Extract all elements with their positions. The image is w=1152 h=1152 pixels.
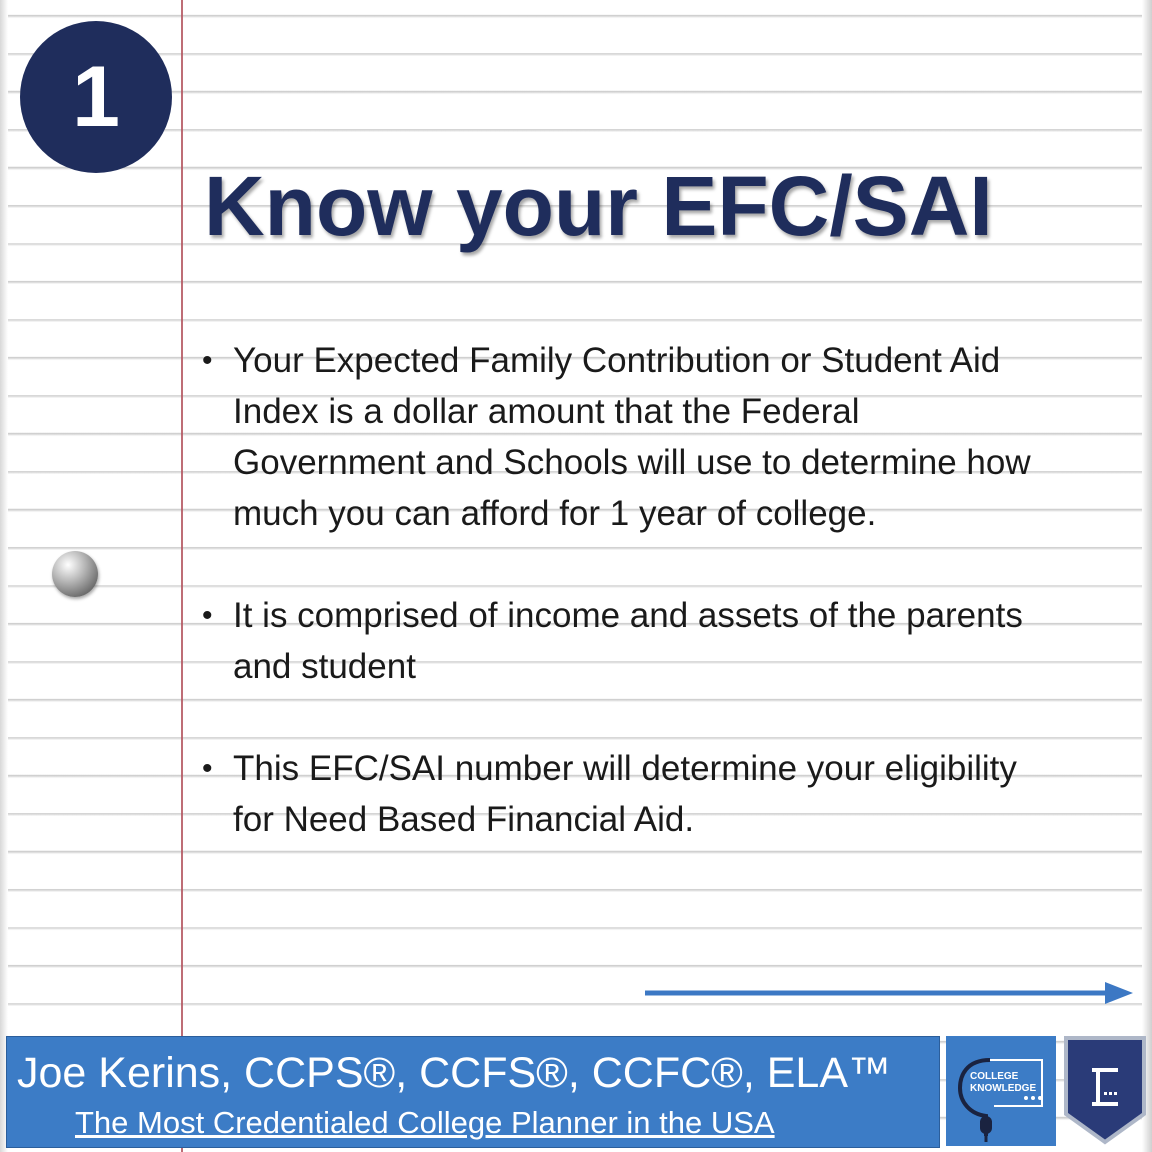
step-number-badge: 1 (20, 21, 172, 173)
author-name: Joe Kerins, CCPS®, CCFS®, CCFC®, ELA™ (17, 1049, 892, 1097)
logo-text-line1: COLLEGE (970, 1071, 1019, 1082)
page-left-edge (0, 0, 8, 1152)
page-right-edge (1142, 0, 1152, 1152)
bullet-item (200, 590, 1060, 692)
bullet-dot: • (202, 752, 213, 785)
bullet-text: It is comprised of income and assets of the parents and student (233, 596, 1023, 686)
footer-tagline-link[interactable]: The Most Credentialed College Planner in the USA (75, 1105, 775, 1140)
footer-banner (6, 1036, 940, 1148)
bullet-dot: • (202, 344, 213, 377)
college-knowledge-logo (946, 1036, 1056, 1146)
margin-line (181, 0, 183, 1152)
bullet-item (200, 743, 1060, 845)
bullet-item (200, 335, 1060, 539)
shield-icon (1062, 1034, 1148, 1146)
page-title: Know your EFC/SAI (204, 159, 993, 253)
bullet-dot: • (202, 599, 213, 632)
bullet-text: This EFC/SAI number will determine your eligibility for Need Based Financial Aid. (233, 749, 1017, 839)
bullet-list (200, 335, 1060, 845)
binder-hole-icon (52, 551, 98, 597)
arrow-right-icon[interactable] (645, 982, 1135, 1004)
bullet-text: Your Expected Family Contribution or Student Aid Index is a dollar amount that the Federal Government and Schools will use to determine how much you can afford for 1 year of college. (233, 341, 1031, 533)
logo-text-line2: KNOWLEDGE (970, 1083, 1037, 1094)
